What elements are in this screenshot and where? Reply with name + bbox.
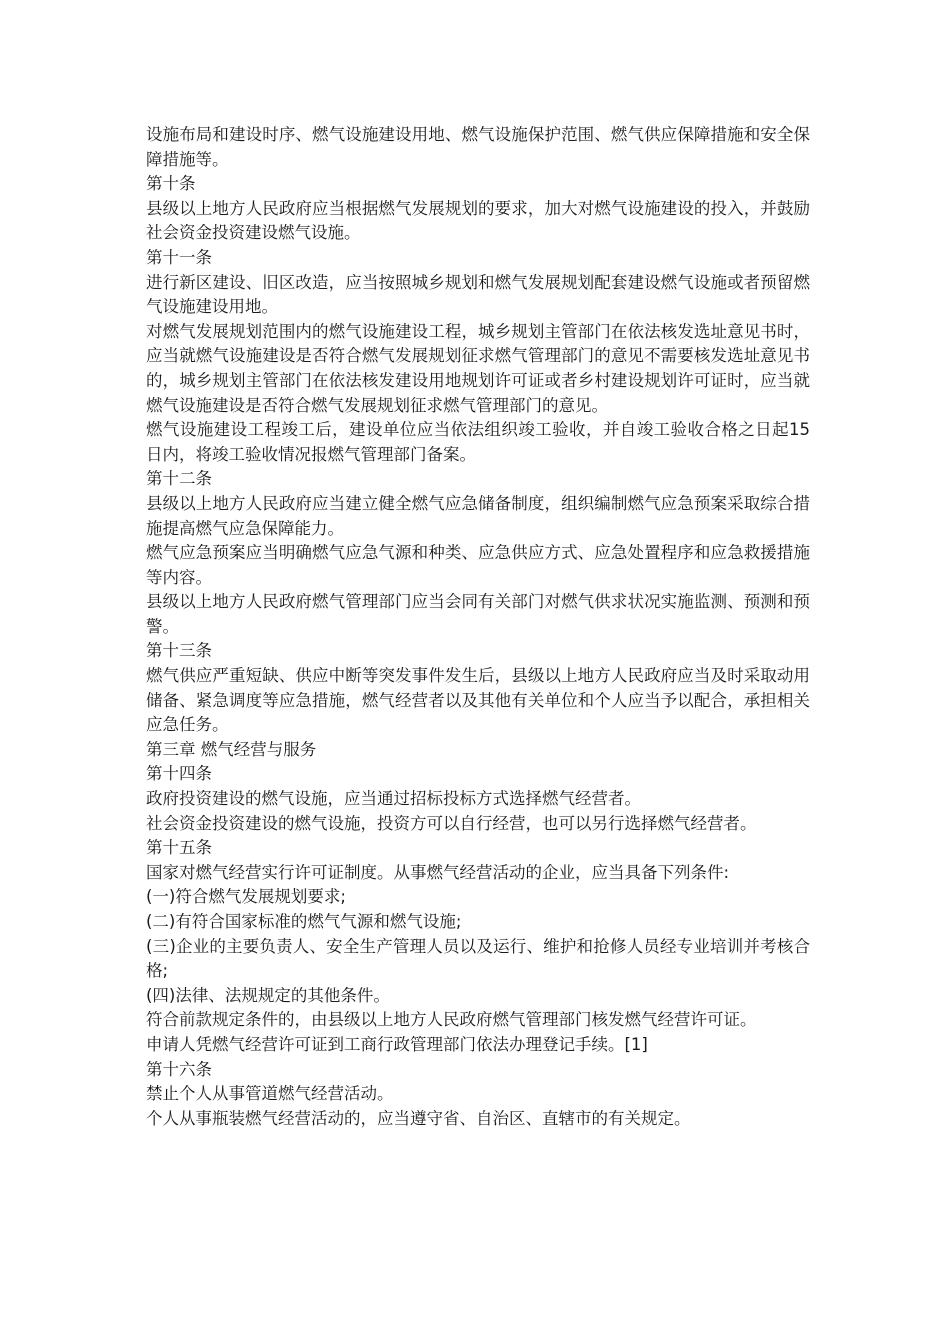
- paragraph: 对燃气发展规划范围内的燃气设施建设工程，城乡规划主管部门在依法核发选址意见书时，应当就燃气设施建设是否符合燃气发展规划征求燃气管理部门的意见不需要核发选址意见书的，城乡规划主管部门在依法核发建设用地规划许可证或者乡村建设规划许可证时，应当就燃气设施建设是否符合燃气发展规划征求燃气管理部门的意见。: [146, 321, 810, 415]
- paragraph: 县级以上地方人民政府燃气管理部门应当会同有关部门对燃气供求状况实施监测、预测和预警。: [146, 592, 810, 636]
- paragraph: 政府投资建设的燃气设施，应当通过招标投标方式选择燃气经营者。: [146, 789, 641, 809]
- article-heading: 第十四条: [146, 764, 212, 784]
- article-heading: 第十五条: [146, 838, 212, 858]
- list-item: (四)法律、法规规定的其他条件。: [146, 985, 390, 1005]
- paragraph: 禁止个人从事管道燃气经营活动。: [146, 1084, 394, 1104]
- paragraph: 申请人凭燃气经营许可证到工商行政管理部门依法办理登记手续。[1]: [146, 1034, 648, 1054]
- paragraph: 县级以上地方人民政府应当根据燃气发展规划的要求，加大对燃气设施建设的投入，并鼓励社会资金投资建设燃气设施。: [146, 198, 810, 243]
- paragraph: 个人从事瓶装燃气经营活动的，应当遵守省、自治区、直辖市的有关规定。: [146, 1108, 691, 1128]
- list-item: (一)符合燃气发展规划要求;: [146, 887, 346, 907]
- article-heading: 第十二条: [146, 469, 212, 489]
- paragraph: 设施布局和建设时序、燃气设施建设用地、燃气设施保护范围、燃气供应保障措施和安全保障措施等。: [146, 125, 810, 169]
- paragraph: 燃气设施建设工程竣工后，建设单位应当依法组织竣工验收，并自竣工验收合格之日起15日内，将竣工验收情况报燃气管理部门备案。: [146, 420, 810, 464]
- paragraph: 社会资金投资建设的燃气设施，投资方可以自行经营，也可以另行选择燃气经营者。: [146, 813, 757, 833]
- document-body: [146, 123, 810, 1131]
- list-item: (二)有符合国家标准的燃气气源和燃气设施;: [146, 912, 462, 931]
- article-heading: 第十条: [146, 174, 196, 194]
- paragraph: 县级以上地方人民政府应当建立健全燃气应急储备制度，组织编制燃气应急预案采取综合措施提高燃气应急保障能力。: [146, 493, 810, 538]
- paragraph: 国家对燃气经营实行许可证制度。从事燃气经营活动的企业，应当具备下列条件:: [146, 862, 730, 882]
- chapter-heading: 第三章 燃气经营与服务: [146, 739, 317, 759]
- paragraph: 燃气供应严重短缺、供应中断等突发事件发生后，县级以上地方人民政府应当及时采取动用储备、紧急调度等应急措施，燃气经营者以及其他有关单位和个人应当予以配合，承担相关应急任务。: [146, 666, 810, 735]
- list-item: (三)企业的主要负责人、安全生产管理人员以及运行、维护和抢修人员经专业培训并考核合格;: [146, 936, 810, 981]
- article-heading: 第十一条: [146, 247, 212, 267]
- paragraph: 进行新区建设、旧区改造，应当按照城乡规划和燃气发展规划配套建设燃气设施或者预留燃气设施建设用地。: [146, 272, 810, 317]
- paragraph: 燃气应急预案应当明确燃气应急气源和种类、应急供应方式、应急处置程序和应急救援措施等内容。: [146, 543, 810, 587]
- paragraph: 符合前款规定条件的，由县级以上地方人民政府燃气管理部门核发燃气经营许可证。: [146, 1010, 757, 1030]
- article-heading: 第十三条: [146, 641, 212, 661]
- article-heading: 第十六条: [146, 1059, 212, 1079]
